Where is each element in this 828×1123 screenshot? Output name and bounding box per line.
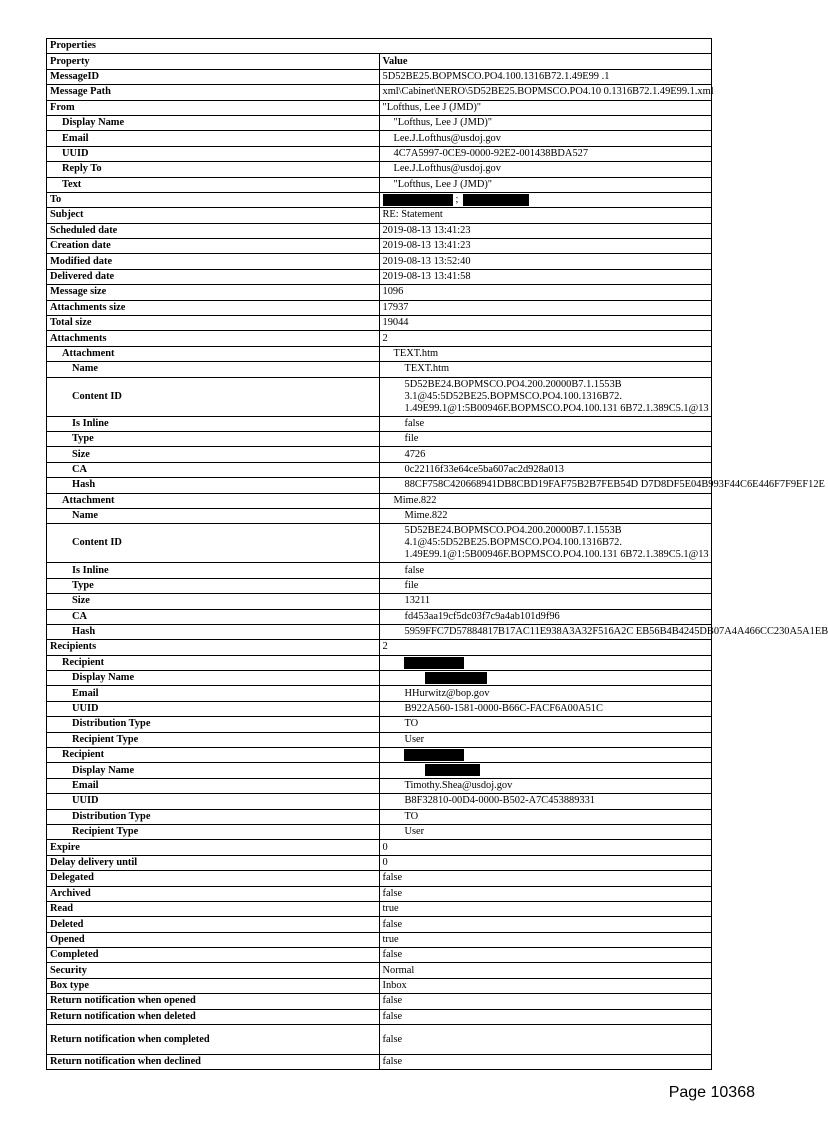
property-value: 5D52BE24.BOPMSCO.PO4.200.20000B7.1.1553B 3.1@45:5D52BE25.BOPMSCO.PO4.100.1316B72. 1.49E99.1@1:5B00946F.BOPMSCO.PO4.100.131 6B72.1.389C5.1@13: [379, 377, 712, 416]
table-row: [47, 300, 712, 315]
table-row: [47, 100, 712, 115]
property-name: UUID: [47, 701, 380, 716]
property-value: false: [379, 1025, 712, 1055]
property-value: 4C7A5997-0CE9-0000-92E2-001438BDA527: [379, 146, 712, 161]
table-row: [47, 1025, 712, 1055]
table-row: [47, 840, 712, 855]
property-value: file: [379, 578, 712, 593]
property-value: 5D52BE24.BOPMSCO.PO4.200.20000B7.1.1553B 4.1@45:5D52BE25.BOPMSCO.PO4.100.1316B72. 1.49E99.1@1:5B00946F.BOPMSCO.PO4.100.131 6B72.1.389C5.1@13: [379, 524, 712, 563]
property-name: CA: [47, 609, 380, 624]
property-value: User: [379, 824, 712, 839]
table-row: [47, 701, 712, 716]
property-value: Mime.822: [379, 508, 712, 523]
property-value: 2019-08-13 13:41:23: [379, 223, 712, 238]
property-name: Attachments: [47, 331, 380, 346]
table-row: [47, 462, 712, 477]
property-value: false: [379, 416, 712, 431]
property-name: Return notification when declined: [47, 1055, 380, 1070]
table-header-row: [47, 54, 712, 69]
table-row: [47, 316, 712, 331]
property-value: 0: [379, 840, 712, 855]
table-row: [47, 346, 712, 361]
redaction-block: [425, 672, 487, 684]
table-row: [47, 478, 712, 493]
table-row: [47, 686, 712, 701]
table-row: [47, 948, 712, 963]
table-row: [47, 115, 712, 130]
property-name: Delay delivery until: [47, 855, 380, 870]
property-value: "Lofthus, Lee J (JMD)": [379, 100, 712, 115]
table-row: [47, 431, 712, 446]
table-row: [47, 778, 712, 793]
property-name: From: [47, 100, 380, 115]
table-row: [47, 377, 712, 416]
property-value: 5959FFC7D57884817B17AC11E938A3A32F516A2C EB56B4B4245DB07A4A466CC230A5A1EB: [379, 624, 712, 639]
table-row: [47, 855, 712, 870]
property-name: Return notification when opened: [47, 994, 380, 1009]
value-text: ;: [455, 194, 459, 206]
property-value: 2019-08-13 13:41:58: [379, 269, 712, 284]
property-value: false: [379, 948, 712, 963]
table-row: [47, 917, 712, 932]
property-value: 2: [379, 331, 712, 346]
property-value: 0: [379, 855, 712, 870]
property-name: Attachment: [47, 346, 380, 361]
property-value: Inbox: [379, 978, 712, 993]
property-name: Return notification when completed: [47, 1025, 380, 1055]
property-value: file: [379, 431, 712, 446]
property-name: Display Name: [47, 671, 380, 686]
property-name: Email: [47, 778, 380, 793]
property-value: false: [379, 1009, 712, 1024]
table-row: [47, 192, 712, 207]
property-name: Attachments size: [47, 300, 380, 315]
property-value: User: [379, 732, 712, 747]
property-name: Message Path: [47, 85, 380, 100]
table-row: [47, 162, 712, 177]
property-name: Read: [47, 901, 380, 916]
property-name: Is Inline: [47, 563, 380, 578]
table-row: [47, 624, 712, 639]
table-row: [47, 963, 712, 978]
table-row: [47, 208, 712, 223]
property-name: Attachment: [47, 493, 380, 508]
table-row: [47, 671, 712, 686]
property-value: false: [379, 917, 712, 932]
property-name: Recipient: [47, 748, 380, 763]
property-name: Display Name: [47, 115, 380, 130]
property-name: Display Name: [47, 763, 380, 778]
table-title-row: [47, 39, 712, 54]
table-row: [47, 748, 712, 763]
property-value: "Lofthus, Lee J (JMD)": [379, 177, 712, 192]
property-name: Recipient: [47, 655, 380, 670]
property-value: false: [379, 563, 712, 578]
table-row: [47, 223, 712, 238]
redaction-block: [404, 657, 464, 669]
table-row: [47, 994, 712, 1009]
property-value: TEXT.htm: [379, 362, 712, 377]
property-value: 88CF758C420668941DB8CBD19FAF75B2B7FEB54D D7D8DF5E04B993F44C6E446F7F9EF12E: [379, 478, 712, 493]
property-value: xml\Cabinet\NERO\5D52BE25.BOPMSCO.PO4.10 0.1316B72.1.49E99.1.xml: [379, 85, 712, 100]
property-name: To: [47, 192, 380, 207]
property-value: B922A560-1581-0000-B66C-FACF6A00A51C: [379, 701, 712, 716]
property-name: Type: [47, 578, 380, 593]
property-name: Distribution Type: [47, 809, 380, 824]
table-row: [47, 1009, 712, 1024]
table-row: [47, 239, 712, 254]
table-row: [47, 508, 712, 523]
property-name: Scheduled date: [47, 223, 380, 238]
property-value: true: [379, 901, 712, 916]
property-name: Deleted: [47, 917, 380, 932]
redaction-block: [463, 194, 529, 206]
table-row: [47, 362, 712, 377]
table-row: [47, 824, 712, 839]
value-column-header: Value: [379, 54, 712, 69]
property-value: Lee.J.Lofthus@usdoj.gov: [379, 131, 712, 146]
property-value: 5D52BE25.BOPMSCO.PO4.100.1316B72.1.49E99 .1: [379, 69, 712, 84]
property-name: Distribution Type: [47, 717, 380, 732]
property-name: Modified date: [47, 254, 380, 269]
property-value: fd453aa19cf5dc03f7c9a4ab101d9f96: [379, 609, 712, 624]
property-value: false: [379, 1055, 712, 1070]
property-value: false: [379, 886, 712, 901]
property-name: Recipient Type: [47, 824, 380, 839]
table-row: [47, 69, 712, 84]
property-name: MessageID: [47, 69, 380, 84]
page-number: Page 10368: [668, 1084, 755, 1101]
table-row: [47, 640, 712, 655]
property-name: Completed: [47, 948, 380, 963]
property-value: 1096: [379, 285, 712, 300]
table-row: [47, 447, 712, 462]
property-name: Size: [47, 594, 380, 609]
property-name: Box type: [47, 978, 380, 993]
property-name: UUID: [47, 146, 380, 161]
table-row: [47, 794, 712, 809]
table-title: Properties: [47, 39, 712, 54]
property-name: UUID: [47, 794, 380, 809]
property-value: true: [379, 932, 712, 947]
property-name: Content ID: [47, 524, 380, 563]
table-row: [47, 146, 712, 161]
property-value: Normal: [379, 963, 712, 978]
properties-table: [46, 38, 828, 1070]
table-row: [47, 594, 712, 609]
property-name: Security: [47, 963, 380, 978]
table-row: [47, 416, 712, 431]
property-value: TO: [379, 717, 712, 732]
property-name: Recipient Type: [47, 732, 380, 747]
table-row: [47, 871, 712, 886]
property-name: Reply To: [47, 162, 380, 177]
table-row: [47, 932, 712, 947]
property-name: Creation date: [47, 239, 380, 254]
property-name: Email: [47, 686, 380, 701]
property-value: 2019-08-13 13:52:40: [379, 254, 712, 269]
table-row: [47, 609, 712, 624]
property-value: 2: [379, 640, 712, 655]
table-row: [47, 655, 712, 670]
property-name: Delegated: [47, 871, 380, 886]
property-value: false: [379, 994, 712, 1009]
property-name: Name: [47, 362, 380, 377]
property-name: Hash: [47, 624, 380, 639]
property-value: 17937: [379, 300, 712, 315]
property-name: Return notification when deleted: [47, 1009, 380, 1024]
table-row: [47, 524, 712, 563]
property-value: Mime.822: [379, 493, 712, 508]
table-row: [47, 331, 712, 346]
table-row: [47, 763, 712, 778]
property-value: false: [379, 871, 712, 886]
property-value: TO: [379, 809, 712, 824]
table-row: [47, 563, 712, 578]
table-row: [47, 285, 712, 300]
property-name: Message size: [47, 285, 380, 300]
property-value: TEXT.htm: [379, 346, 712, 361]
table-row: [47, 177, 712, 192]
property-name: Is Inline: [47, 416, 380, 431]
table-row: [47, 85, 712, 100]
property-name: Content ID: [47, 377, 380, 416]
property-value: 19044: [379, 316, 712, 331]
property-value: 0c22116f33e64ce5ba607ac2d928a013: [379, 462, 712, 477]
property-value: "Lofthus, Lee J (JMD)": [379, 115, 712, 130]
property-name: Hash: [47, 478, 380, 493]
property-name: Text: [47, 177, 380, 192]
property-value: Timothy.Shea@usdoj.gov: [379, 778, 712, 793]
property-name: Archived: [47, 886, 380, 901]
redaction-block: [425, 764, 480, 776]
property-value: RE: Statement: [379, 208, 712, 223]
table-row: [47, 578, 712, 593]
property-value: 13211: [379, 594, 712, 609]
table-row: [47, 254, 712, 269]
table-row: [47, 901, 712, 916]
table-row: [47, 131, 712, 146]
property-value: B8F32810-00D4-0000-B502-A7C453889331: [379, 794, 712, 809]
property-name: Opened: [47, 932, 380, 947]
redaction-block: [404, 749, 464, 761]
property-name: Delivered date: [47, 269, 380, 284]
table-row: [47, 886, 712, 901]
property-value: [379, 671, 712, 686]
property-name: Name: [47, 508, 380, 523]
property-name: Email: [47, 131, 380, 146]
property-name: Subject: [47, 208, 380, 223]
property-value: [379, 748, 712, 763]
property-value: [379, 655, 712, 670]
property-value: [379, 192, 712, 207]
property-value: [379, 763, 712, 778]
table-row: [47, 493, 712, 508]
property-name: Size: [47, 447, 380, 462]
table-row: [47, 809, 712, 824]
property-name: Total size: [47, 316, 380, 331]
property-value: HHurwitz@bop.gov: [379, 686, 712, 701]
table-row: [47, 269, 712, 284]
property-column-header: Property: [47, 54, 380, 69]
table-row: [47, 978, 712, 993]
property-value: Lee.J.Lofthus@usdoj.gov: [379, 162, 712, 177]
property-name: Recipients: [47, 640, 380, 655]
property-name: Type: [47, 431, 380, 446]
table-row: [47, 732, 712, 747]
redaction-block: [383, 194, 453, 206]
table-row: [47, 717, 712, 732]
property-name: Expire: [47, 840, 380, 855]
table-row: [47, 1055, 712, 1070]
property-value: 4726: [379, 447, 712, 462]
property-name: CA: [47, 462, 380, 477]
property-value: 2019-08-13 13:41:23: [379, 239, 712, 254]
